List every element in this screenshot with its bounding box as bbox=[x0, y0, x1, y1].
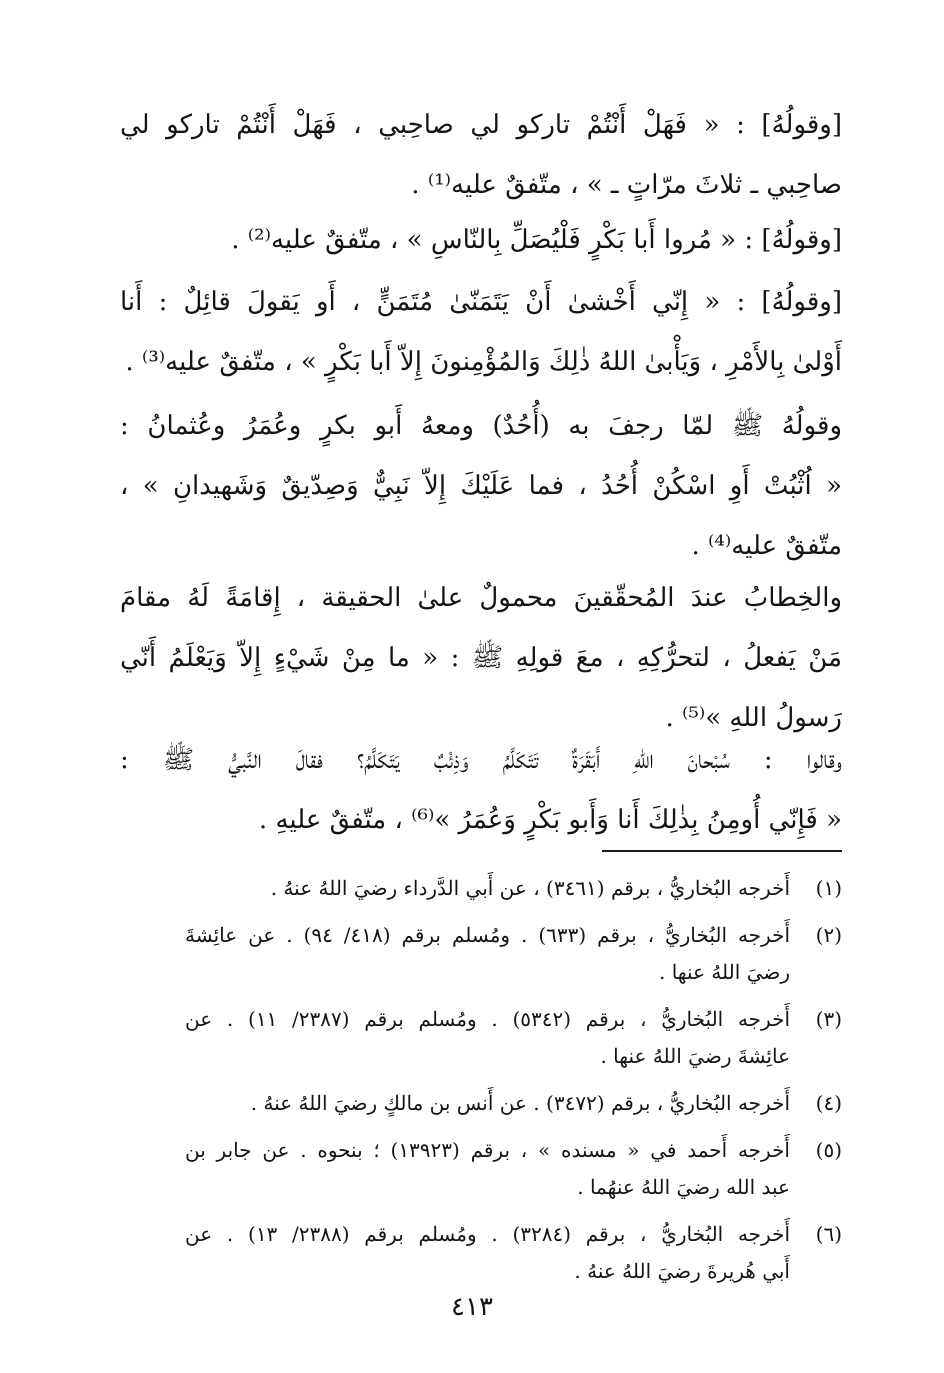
footnote-1 bbox=[185, 870, 842, 907]
footnote-number: (١) bbox=[815, 876, 842, 900]
footnote-number: (٤) bbox=[815, 1091, 842, 1115]
footnotes bbox=[185, 870, 842, 1300]
page-number: ٤١٣ bbox=[451, 1292, 493, 1322]
text-line: متّفقٌ عليه⁽⁴⁾ . bbox=[691, 531, 842, 561]
footnote-number: (٦) bbox=[815, 1222, 842, 1246]
text-line: رَسولُ اللهِ »⁽⁵⁾ . bbox=[665, 703, 842, 733]
text-line: مَنْ يَفعلُ ، لتحرُّكِهِ ، معَ قولِهِ ﷺ : « ما مِنْ شَيْءٍ إِلاّ وَيَعْلَمُ أَنّي bbox=[120, 643, 842, 673]
paragraph-1 bbox=[120, 95, 842, 215]
text-line: صاحِبي ـ ثلاثَ مرّاتٍ ـ » ، متّفقٌ عليه⁽¹⁾ . bbox=[411, 170, 842, 200]
paragraph-6 bbox=[120, 730, 842, 850]
footnote-line: أَخرجه أَحمد في « مسنده » ، برقم (١٣٩٢٣) ؛ بنحوه . عن جابر بن bbox=[185, 1138, 790, 1162]
footnote-line: أَخرجه البُخاريُّ ، برقم (٣٢٨٤) . ومُسلم برقم (٢٣٨٨/ ١٣) . عن bbox=[185, 1222, 790, 1246]
footnote-3 bbox=[185, 1001, 842, 1075]
footnote-number: (٣) bbox=[815, 1007, 842, 1031]
footnote-line: رضيَ اللهُ عنها . bbox=[658, 960, 790, 984]
text-line: والخِطابُ عندَ المُحقّقينَ محمولٌ علىٰ الحقيقة ، إِقامَةً لَهُ مقامَ bbox=[120, 583, 842, 613]
footnote-line: أَخرجه البُخاريُّ ، برقم (٣٤٧٢) . عن أَنس بن مالكٍ رضيَ اللهُ عنهُ . bbox=[250, 1091, 790, 1115]
footnote-line: عائِشةَ رضيَ اللهُ عنها . bbox=[600, 1044, 790, 1068]
footnote-6 bbox=[185, 1216, 842, 1290]
text-line: « فَإِنّي أُومِنُ بِذٰلِكَ أَنا وَأَبو بَكْرٍ وَعُمَرُ »⁽⁶⁾ ، متّفقٌ عليهِ . bbox=[258, 805, 842, 835]
footnote-separator bbox=[602, 850, 842, 852]
text-line: [وقولُهُ] : « فَهَلْ أَنْتُمْ تاركو لي صاحِبي ، فَهَلْ أَنْتُمْ تاركو لي bbox=[120, 110, 842, 140]
text-line: [وقولُهُ] : « إِنّي أَخْشىٰ أَنْ يَتَمَنّىٰ مُتَمَنٍّ ، أَو يَقولَ قائِلٌ : أَنا bbox=[120, 287, 842, 317]
paragraph-3 bbox=[120, 272, 842, 392]
text-line: « اُثْبُتْ أَوِ اسْكُنْ أُحُدُ ، فما عَلَيْكَ إِلاّ نَبِيٌّ وَصِدّيقٌ وَشَهيدانِ » ، bbox=[120, 471, 842, 501]
footnote-2 bbox=[185, 917, 842, 991]
paragraph-2 bbox=[120, 210, 842, 270]
footnote-line: أَبي هُريرةَ رضيَ اللهُ عنهُ . bbox=[574, 1259, 790, 1283]
footnote-4 bbox=[185, 1085, 842, 1122]
footnote-line: أَخرجه البُخاريُّ ، برقم (٦٣٣) . ومُسلم برقم (٤١٨/ ٩٤) . عن عائِشةَ bbox=[185, 923, 790, 947]
footnote-5 bbox=[185, 1132, 842, 1206]
paragraph-4 bbox=[120, 396, 842, 576]
footnote-line: أَخرجه البُخاريُّ ، برقم (٥٣٤٢) . ومُسلم برقم (٢٣٨٧/ ١١) . عن bbox=[185, 1007, 790, 1031]
paragraph-5 bbox=[120, 568, 842, 748]
footnote-number: (٥) bbox=[815, 1138, 842, 1162]
text-line: [وقولُهُ] : « مُروا أَبا بَكْرٍ فَلْيُصَلِّ بِالنّاسِ » ، متّفقٌ عليه⁽²⁾ . bbox=[231, 225, 842, 255]
footnote-number: (٢) bbox=[815, 923, 842, 947]
text-line: أَوْلىٰ بِالأَمْرِ ، وَيَأْبىٰ اللهُ ذٰلِكَ وَالمُؤْمِنونَ إِلاّ أَبا بَكْرٍ » ، متّفقٌ عليه⁽³⁾ . bbox=[125, 347, 842, 377]
footnote-line: عبد الله رضيَ اللهُ عنهُما . bbox=[577, 1175, 790, 1199]
text-line: وقولُهُ ﷺ لمّا رجفَ به (أُحُدٌ) ومعهُ أَبو بكرٍ وعُمَرُ وعُثمانُ : bbox=[120, 411, 842, 441]
text-line: وقالوا : سُبْحانَ اللهِ أَبَقَرَةٌ تَتَكَلَّمُ وَذِئْبٌ يَتَكَلَّمُ؟ فقالَ النَّبيُّ ﷺ : bbox=[120, 745, 842, 775]
footnote-line: أَخرجه البُخاريُّ ، برقم (٣٤٦١) ، عن أَبي الدَّرداء رضيَ اللهُ عنهُ . bbox=[270, 876, 790, 900]
